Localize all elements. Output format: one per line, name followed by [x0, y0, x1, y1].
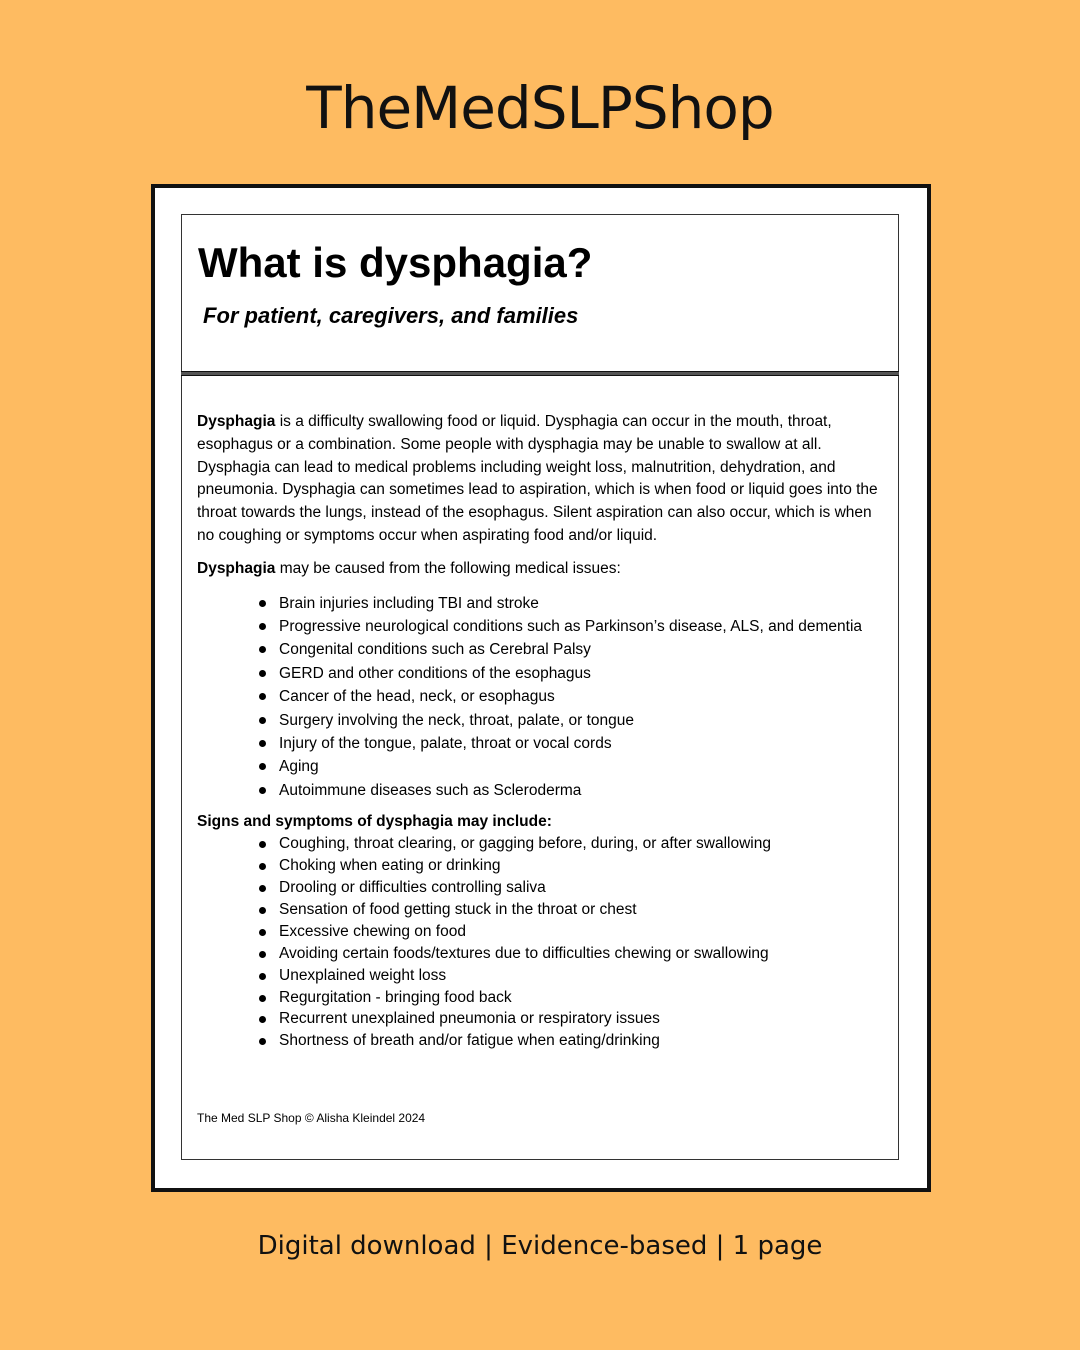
- intro-paragraph: [197, 411, 887, 548]
- cause-item: Injury of the tongue, palate, throat or vocal cords: [279, 732, 887, 755]
- brand-title: TheMedSLPShop: [306, 74, 774, 142]
- intro-term: Dysphagia: [197, 413, 276, 430]
- cause-item: Brain injuries including TBI and stroke: [279, 592, 887, 615]
- document-title: What is dysphagia?: [198, 239, 593, 286]
- sign-item: Unexplained weight loss: [279, 965, 887, 987]
- sign-item: Sensation of food getting stuck in the throat or chest: [279, 899, 887, 921]
- intro-text: is a difficulty swallowing food or liquid. Dysphagia can occur in the mouth, throat, esophagus or a combination. Some people with dysphagia may be unable to swallow at all. Dysphagia can lead to medical problems including weight loss, malnutrition, dehydration, and pneumonia. Dysphagia can sometimes lead to aspiration, which is when food or liquid goes into the throat towards the lungs, instead of the esophagus. Silent aspiration can also occur, which is when no coughing or symptoms occur when aspirating food and/or liquid.: [197, 413, 878, 544]
- causes-intro: [197, 558, 887, 581]
- cause-item: Surgery involving the neck, throat, palate, or tongue: [279, 709, 887, 732]
- copyright-footer: The Med SLP Shop © Alisha Kleindel 2024: [197, 1111, 426, 1125]
- sign-item: Recurrent unexplained pneumonia or respiratory issues: [279, 1008, 887, 1030]
- cause-item: Progressive neurological conditions such as Parkinson’s disease, ALS, and dementia: [279, 615, 887, 638]
- cause-item: Congenital conditions such as Cerebral Palsy: [279, 638, 887, 661]
- cause-item: GERD and other conditions of the esophagus: [279, 662, 887, 685]
- cause-item: Autoimmune diseases such as Scleroderma: [279, 779, 887, 802]
- sign-item: Shortness of breath and/or fatigue when eating/drinking: [279, 1030, 887, 1052]
- signs-list: [197, 833, 887, 1052]
- document-page: [181, 214, 899, 1160]
- causes-text: may be caused from the following medical issues:: [275, 559, 621, 577]
- document-body: [197, 411, 887, 1052]
- cause-item: Aging: [279, 755, 887, 778]
- causes-term: Dysphagia: [197, 559, 276, 577]
- cause-item: Cancer of the head, neck, or esophagus: [279, 685, 887, 708]
- document-header: [182, 215, 898, 371]
- signs-heading: Signs and symptoms of dysphagia may include:: [197, 813, 552, 831]
- sign-item: Choking when eating or drinking: [279, 855, 887, 877]
- document-preview: [151, 184, 931, 1192]
- sign-item: Regurgitation - bringing food back: [279, 987, 887, 1009]
- sign-item: Coughing, throat clearing, or gagging before, during, or after swallowing: [279, 833, 887, 855]
- causes-list: [197, 592, 887, 803]
- sign-item: Avoiding certain foods/textures due to difficulties chewing or swallowing: [279, 943, 887, 965]
- sign-item: Excessive chewing on food: [279, 921, 887, 943]
- product-tagline: Digital download | Evidence-based | 1 page: [257, 1231, 823, 1261]
- document-subtitle: For patient, caregivers, and families: [203, 303, 579, 328]
- header-divider: [181, 371, 899, 376]
- sign-item: Drooling or difficulties controlling saliva: [279, 877, 887, 899]
